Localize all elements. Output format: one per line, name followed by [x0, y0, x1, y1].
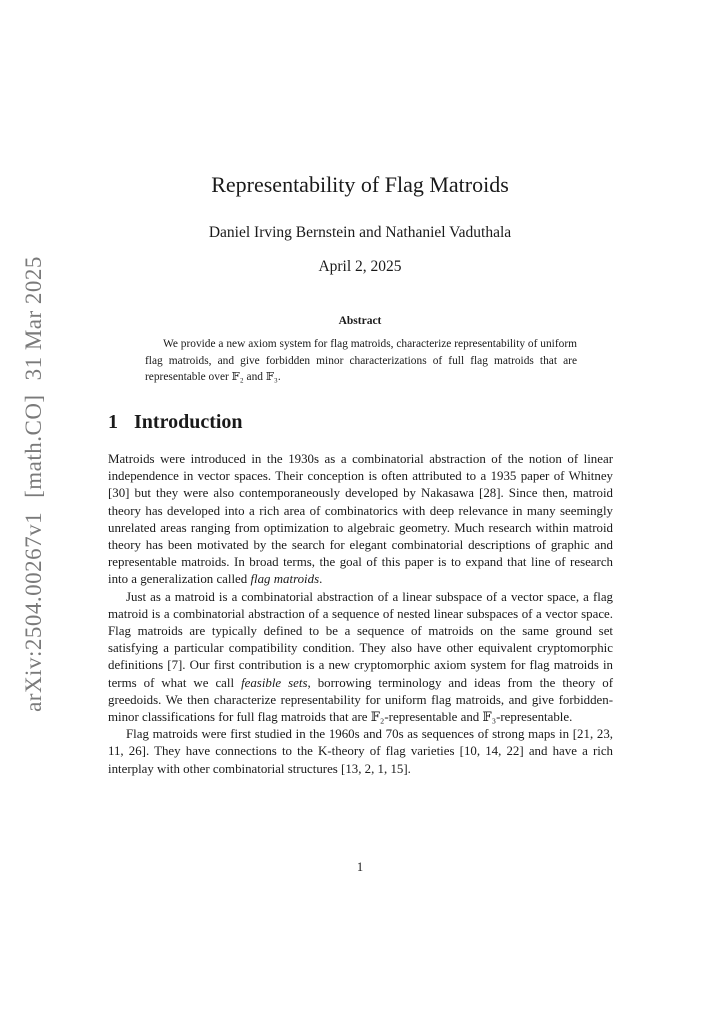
arxiv-identifier: arXiv:2504.00267v1: [21, 511, 46, 712]
abstract-heading: Abstract: [338, 315, 382, 327]
arxiv-category: [math.CO]: [21, 394, 46, 498]
paragraph-2: [108, 589, 613, 727]
term-flag-matroids: flag matroids: [250, 572, 320, 587]
paragraph-3: Flag matroids were first studied in the 1960s and 70s as sequences of strong maps in [21, 23, 11, 26]. They have connections to the K-theory of flag varieties [10, 14, 22] and have a rich interplay with other combinatorial structures [13, 2, 1, 15].: [108, 727, 613, 776]
paper-date: April 2, 2025: [318, 258, 402, 275]
term-feasible-sets: feasible sets: [241, 675, 308, 690]
page-number: 1: [356, 860, 364, 874]
section-title: Introduction: [134, 411, 243, 433]
paragraph-1-text: Matroids were introduced in the 1930s as a combinatorial abstraction of the notion of linear independence in vector spaces. Their conception is often attributed to a 1935 paper of Whitney [30] but they were also contemporaneously developed by Nakasawa [28]. Since then, matroid theory has developed into a rich area of combinatorics with deep relevance in many seemingly unrelated areas ranging from optimization to algebraic geometry. Much research within matroid theory has been motivated by the search for elegant combinatorial descriptions of graphic and representable matroids. In broad terms, the goal of this paper is to expand that line of research into a generalization called: [108, 452, 613, 587]
paragraph-2-text: Just as a matroid is a combinatorial abstraction of a linear subspace of a vector space, a flag matroid is a combinatorial abstraction of a sequence of nested linear subspaces of a vector space. Flag matroids are typically defined to be a sequence of matroids on the same ground set satisfying a particular compatibility condition. They also have other equivalent cryptomorphic definitions [7]. Our first contribution is a new cryptomorphic axiom system for flag matroids in terms of what we call: [108, 589, 613, 690]
body-text: [108, 451, 613, 778]
abstract-text: We provide a new axiom system for flag matroids, characterize representability of uniform flag matroids, and give forbidden minor characterizations of full flag matroids that are representable over 𝔽₂ and 𝔽₃.: [145, 338, 577, 384]
section-heading: [108, 411, 243, 434]
paragraph-1-end: .: [319, 572, 323, 587]
paragraph-2-end: , borrowing terminology and ideas from the theory of greedoids. We then characterize representability for uniform flag matroids, and give forbidden-minor classifications for full flag matroids that are 𝔽₂-representable and 𝔽₃-representable.: [108, 675, 613, 725]
paper-title: Representability of Flag Matroids: [211, 172, 509, 197]
paper-authors: Daniel Irving Bernstein and Nathaniel Vaduthala: [208, 224, 512, 241]
section-number: 1: [108, 411, 118, 433]
arxiv-date: 31 Mar 2025: [21, 256, 46, 381]
paragraph-1: [108, 451, 613, 589]
